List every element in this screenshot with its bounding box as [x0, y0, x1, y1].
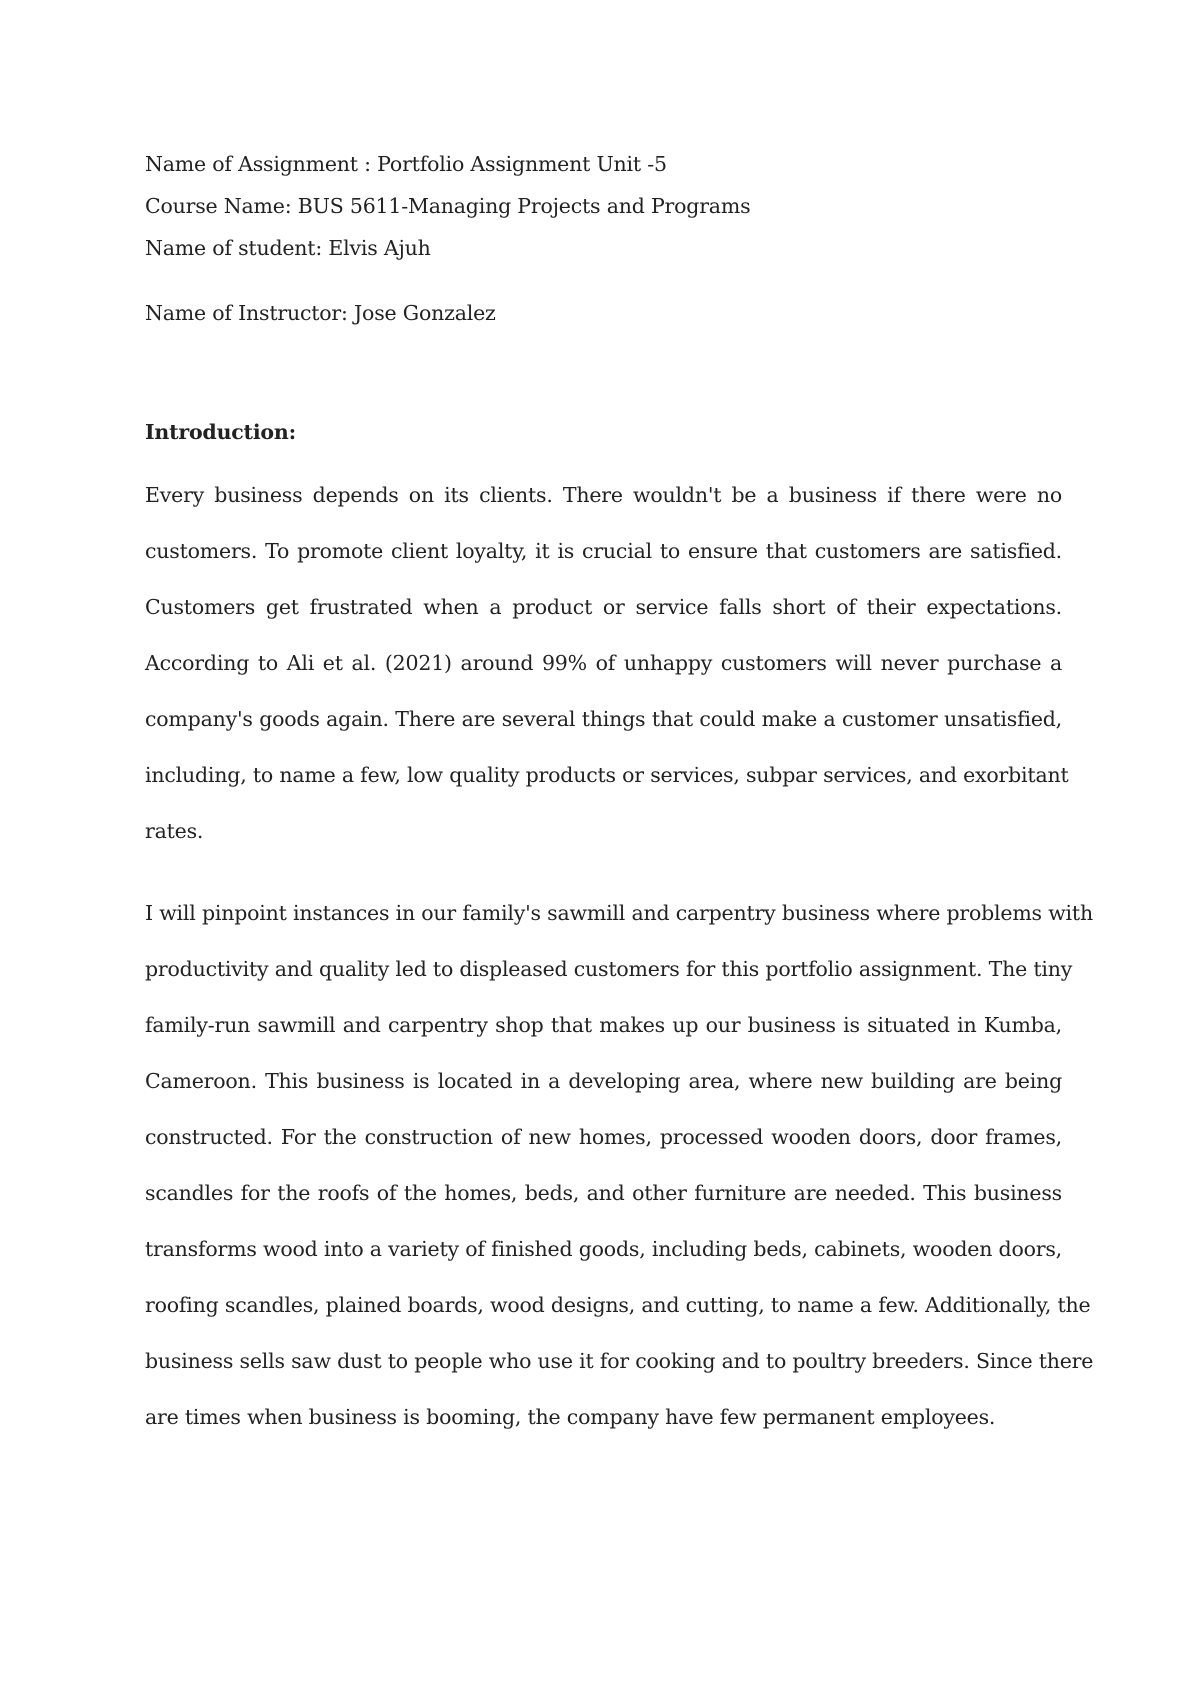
paragraph-line: Every business depends on its clients. There wouldn't be a business if there were no [145, 483, 1062, 507]
assignment-header [145, 143, 1065, 334]
paragraph-line: Customers get frustrated when a product or service falls short of their expectations. [145, 595, 1062, 619]
paragraph-line: constructed. For the construction of new homes, processed wooden doors, door frames, [145, 1125, 1062, 1149]
paragraph-line: are times when business is booming, the company have few permanent employees. [145, 1405, 996, 1429]
paragraph-line: including, to name a few, low quality products or services, subpar services, and exorbitant [145, 763, 1069, 787]
paragraph-line: family-run sawmill and carpentry shop that makes up our business is situated in Kumba, [145, 1013, 1062, 1037]
paragraph-line: productivity and quality led to displeased customers for this portfolio assignment. The tiny [145, 957, 1073, 981]
paragraph-line: transforms wood into a variety of finished goods, including beds, cabinets, wooden doors, [145, 1237, 1062, 1261]
course-name: Course Name: BUS 5611-Managing Projects and Programs [145, 194, 751, 218]
paragraph-line: roofing scandles, plained boards, wood designs, and cutting, to name a few. Additionally, the [145, 1293, 1091, 1317]
paragraph-line: I will pinpoint instances in our family's sawmill and carpentry business where problems with [145, 901, 1093, 925]
paragraph-line: business sells saw dust to people who use it for cooking and to poultry breeders. Since there [145, 1349, 1094, 1373]
paragraph-line: rates. [145, 819, 204, 843]
paragraph-line: company's goods again. There are several things that could make a customer unsatisfied, [145, 707, 1062, 731]
introduction-paragraph-2 [145, 885, 1094, 1445]
paragraph-line: scandles for the roofs of the homes, beds, and other furniture are needed. This business [145, 1181, 1062, 1205]
paragraph-line: According to Ali et al. (2021) around 99% of unhappy customers will never purchase a [145, 651, 1062, 675]
student-name: Name of student: Elvis Ajuh [145, 236, 431, 260]
introduction-heading: Introduction: [145, 420, 296, 444]
paragraph-line: Cameroon. This business is located in a developing area, where new building are being [145, 1069, 1062, 1093]
paragraph-line: customers. To promote client loyalty, it is crucial to ensure that customers are satisfied. [145, 539, 1062, 563]
introduction-paragraph-1 [145, 467, 1069, 859]
assignment-name: Name of Assignment : Portfolio Assignment Unit -5 [145, 152, 667, 176]
instructor-name: Name of Instructor: Jose Gonzalez [145, 301, 496, 325]
